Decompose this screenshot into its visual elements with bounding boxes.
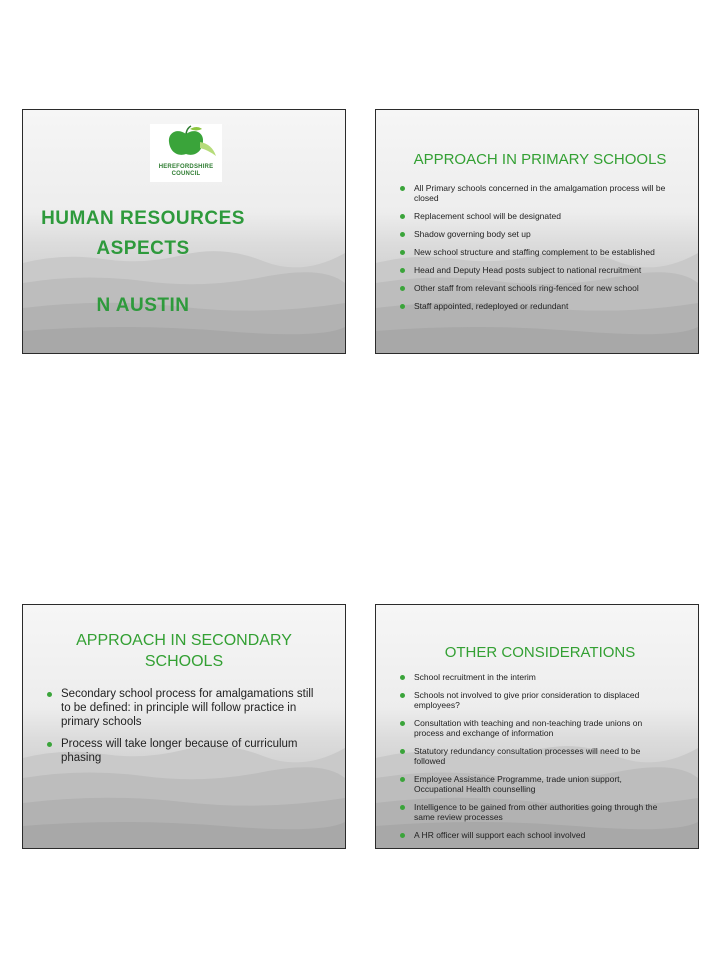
bullet-dot-icon — [400, 777, 405, 782]
list-item: Process will take longer because of curriculum phasing — [45, 737, 325, 765]
bullet-dot-icon — [400, 805, 405, 810]
list-item: Consultation with teaching and non-teaching trade unions on process and exchange of information — [398, 718, 668, 738]
list-item: Replacement school will be designated — [398, 211, 678, 221]
bullet-list — [398, 183, 678, 319]
slide-heading: APPROACH IN PRIMARY SCHOOLS — [413, 151, 667, 168]
list-item: New school structure and staffing complement to be established — [398, 247, 678, 257]
slide-secondary-schools — [22, 604, 346, 849]
bullet-dot-icon — [400, 675, 405, 680]
list-item: Statutory redundancy consultation processes will need to be followed — [398, 746, 668, 766]
presenter-name: N AUSTIN — [96, 295, 190, 316]
bullet-dot-icon — [400, 186, 405, 191]
bullet-dot-icon — [400, 721, 405, 726]
slide-heading-line2: SCHOOLS — [144, 653, 224, 670]
apple-icon — [169, 131, 203, 155]
list-item: Schools not involved to give prior consideration to displaced employees? — [398, 690, 668, 710]
slide-heading-line1: APPROACH IN SECONDARY — [76, 632, 292, 649]
list-item: Staff appointed, redeployed or redundant — [398, 301, 678, 311]
bullet-dot-icon — [400, 833, 405, 838]
bullet-dot-icon — [400, 232, 405, 237]
list-item: Employee Assistance Programme, trade union support, Occupational Health counselling — [398, 774, 668, 794]
slide-primary-schools — [375, 109, 699, 354]
bullet-list — [45, 687, 325, 773]
bullet-dot-icon — [400, 214, 405, 219]
presentation-title-line1: HUMAN RESOURCES — [41, 208, 245, 229]
presentation-title-line2: ASPECTS — [96, 238, 190, 259]
bullet-dot-icon — [400, 304, 405, 309]
slide-heading: OTHER CONSIDERATIONS — [444, 644, 636, 661]
bullet-dot-icon — [400, 250, 405, 255]
list-item: A HR officer will support each school involved — [398, 830, 668, 840]
list-item: All Primary schools concerned in the amalgamation process will be closed — [398, 183, 678, 203]
list-item: School recruitment in the interim — [398, 672, 668, 682]
bullet-dot-icon — [47, 742, 52, 747]
logo-text-line1: HEREFORDSHIRE — [158, 164, 214, 170]
list-item: Secondary school process for amalgamations still to be defined: in principle will follow practice in primary schools — [45, 687, 325, 729]
list-item: Other staff from relevant schools ring-fenced for new school — [398, 283, 678, 293]
list-item: Head and Deputy Head posts subject to national recruitment — [398, 265, 678, 275]
bullet-dot-icon — [47, 692, 52, 697]
bullet-dot-icon — [400, 286, 405, 291]
bullet-dot-icon — [400, 693, 405, 698]
slide-other-considerations — [375, 604, 699, 849]
logo-text-line2: COUNCIL — [171, 171, 201, 177]
bullet-dot-icon — [400, 268, 405, 273]
bullet-list — [398, 672, 668, 848]
list-item: Intelligence to be gained from other authorities going through the same review processes — [398, 802, 668, 822]
herefordshire-council-logo — [150, 124, 222, 182]
list-item: Shadow governing body set up — [398, 229, 678, 239]
bullet-dot-icon — [400, 749, 405, 754]
slide-title-page — [22, 109, 346, 354]
